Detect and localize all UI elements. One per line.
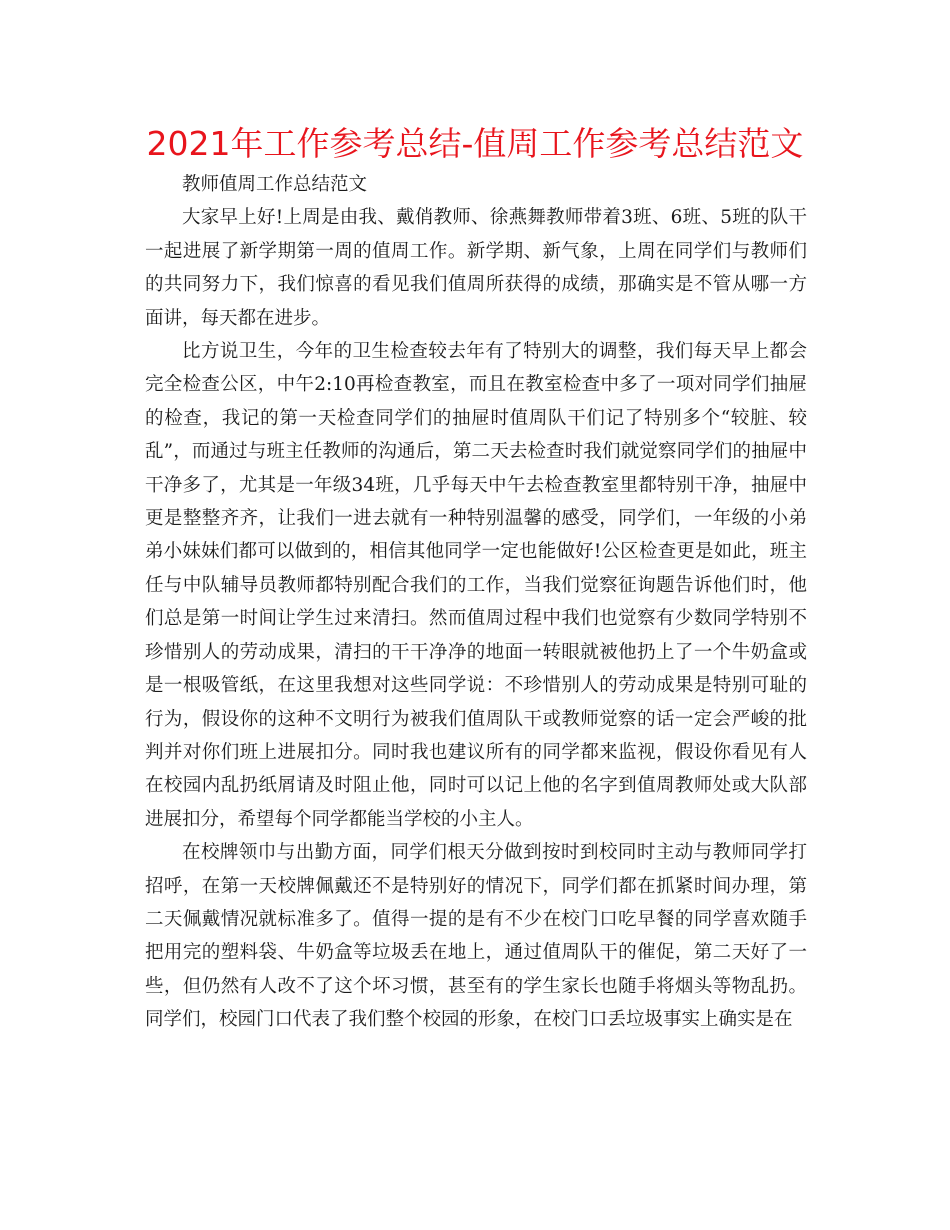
paragraph-3: 在校牌领巾与出勤方面，同学们根天分做到按时到校同时主动与教师同学打招呼，在第一天校牌佩戴还不是特别好的情况下，同学们都在抓紧时间办理，第二天佩戴情况就标准多了。值得一提的是有不少在校门口吃早餐的同学喜欢随手把用完的塑料袋、牛奶盒等垃圾丢在地上，通过值周队干的催促，第二天好了一些，但仍然有人改不了这个坏习惯，甚至有的学生家长也随手将烟头等物乱扔。同学们，校园门口代表了我们整个校园的形象，在校门口丢垃圾事实上确实是在	[145, 842, 807, 1031]
document-title: 2021年工作参考总结-值周工作参考总结范文	[146, 124, 804, 163]
paragraph-2: 比方说卫生，今年的卫生检查较去年有了特别大的调整，我们每天早上都会完全检查公区，中午2:10再检查教室，而且在教室检查中多了一项对同学们抽屉的检查，我记的第一天检查同学们的抽屉时值周队干们记了特别多个“较脏、较乱”，而通过与班主任教师的沟通后，第二天去检查时我们就觉察同学们的抽屉中干净多了，尤其是一年级34班，几乎每天中午去检查教室里都特别干净，抽屉中更是整整齐齐，让我们一进去就有一种特别温馨的感受，同学们，一年级的小弟弟小妹妹们都可以做到的，相信其他同学一定也能做好!公区检查更是如此，班主任与中队辅导员教师都特别配合我们的工作，当我们觉察征询题告诉他们时，他们总是第一时间让学生过来清扫。然而值周过程中我们也觉察有少数同学特别不珍惜别人的劳动成果，清扫的干干净净的地面一转眼就被他扔上了一个牛奶盒或是一根吸管纸，在这里我想对这些同学说：不珍惜别人的劳动成果是特别可耻的行为，假设你的这种不文明行为被我们值周队干或教师觉察的话一定会严峻的批判并对你们班上进展扣分。同时我也建议所有的同学都来监视，假设你看见有人在校园内乱扔纸屑请及时阻止他，同时可以记上他的名字到值周教师处或大队部进展扣分，希望每个同学都能当学校的小主人。	[145, 341, 807, 830]
document-body	[145, 168, 807, 1037]
paragraph-1: 大家早上好!上周是由我、戴俏教师、徐燕舞教师带着3班、6班、5班的队干一起进展了新学期第一周的值周工作。新学期、新气象，上周在同学们与教师们的共同努力下，我们惊喜的看见我们值周所获得的成绩，那确实是不管从哪一方面讲，每天都在进步。	[145, 207, 807, 329]
document-subtitle: 教师值周工作总结范文	[182, 174, 368, 195]
